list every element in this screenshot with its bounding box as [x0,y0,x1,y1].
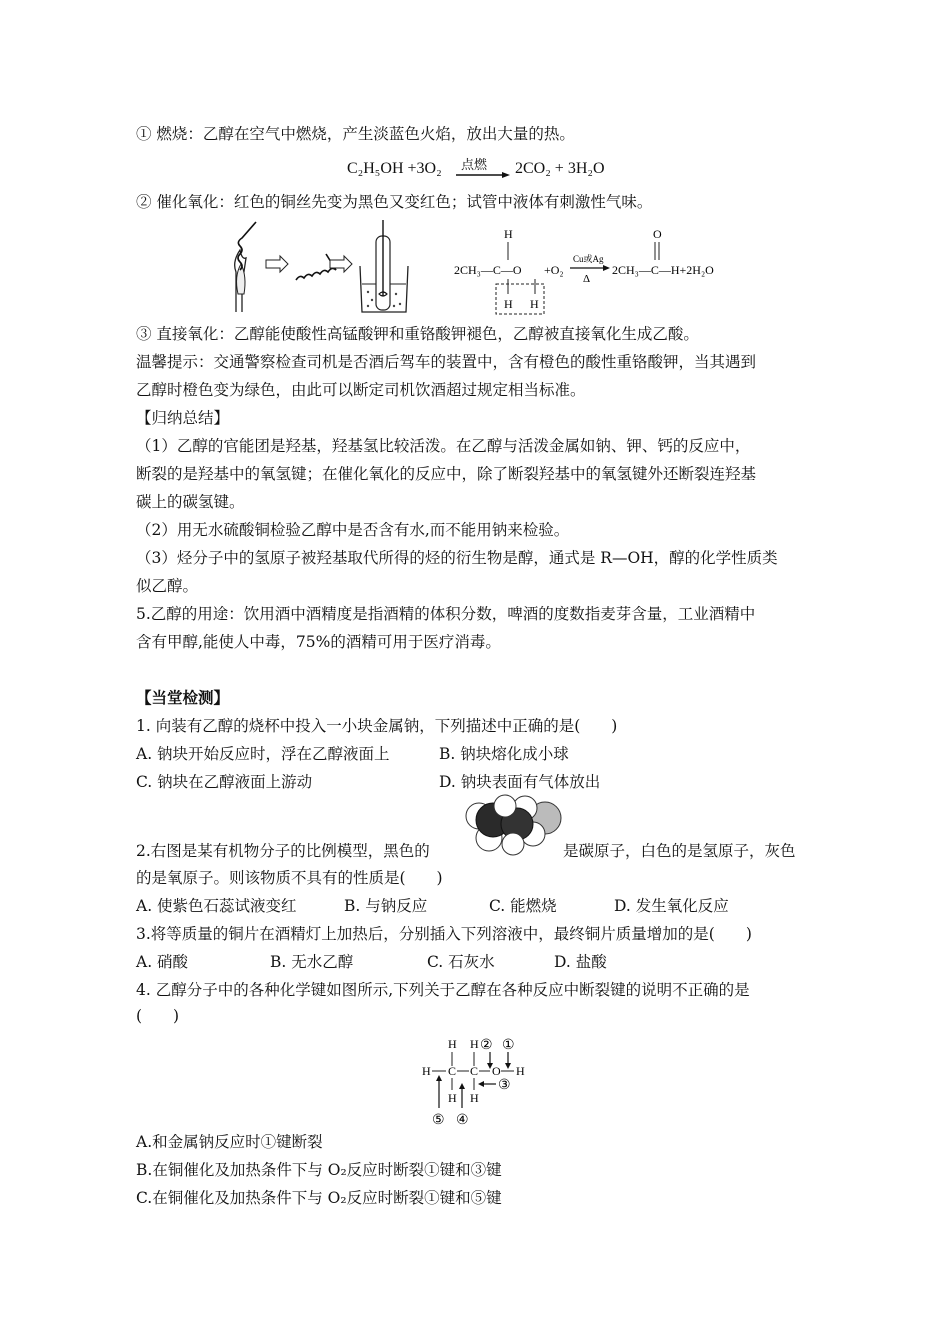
bond-o: O [492,1064,501,1078]
summary-heading: 【归纳总结】 [136,409,230,427]
uses-line-1: 5.乙醇的用途：饮用酒中酒精度是指酒精的体积分数，啤酒的度数指麦芽含量，工业酒精中 [136,605,756,623]
tip-line-1: 温馨提示：交通警察检查司机是否酒后驾车的装置中，含有橙色的酸性重铬酸钾，当其遇到 [136,353,757,371]
q4-option-c: C.在铜催化及加热条件下与 O₂反应时断裂①键和⑤键 [136,1189,502,1207]
eq2-h-bottom-left: H [504,297,513,311]
bond-label-1: ① [502,1038,515,1053]
bond-h-left: H [422,1064,431,1078]
q1-option-a: A. 钠块开始反应时，浮在乙醇液面上 [136,745,390,763]
tip-line-2: 乙醇时橙色变为绿色，由此可以断定司机饮酒超过规定相当标准。 [136,381,586,399]
eq2-condition-top: Cu或Ag [573,254,604,264]
eq2-product: 2CH₃—C—H+2H₂O [612,263,714,277]
bond-c-2: C [470,1064,479,1078]
summary-1-line-2: 断裂的是羟基中的氧氢键；在催化氧化的反应中，除了断裂羟基中的氧氢键外还断裂连羟基 [136,465,757,483]
copper-wire-apparatus-figure [222,214,410,320]
q2-option-c: C. 能燃烧 [489,897,557,915]
summary-1-line-1: （1）乙醇的官能团是羟基，羟基氢比较活泼。在乙醇与活泼金属如钠、钾、钙的反应中， [136,437,751,455]
bond-h-top-2: H [470,1037,479,1051]
summary-1-line-3: 碳上的碳氢键。 [136,493,245,511]
bond-h-right: H [516,1064,525,1078]
bond-label-5: ⑤ [432,1113,445,1128]
question-1: 1. 向装有乙醇的烧杯中投入一小块金属钠，下列描述中正确的是( ) [136,717,618,735]
combustion-condition: 点燃 [461,158,488,173]
q2-option-b: B. 与钠反应 [344,897,428,915]
question-2-line-1: 2.右图是某有机物分子的比例模型，黑色的 [136,842,430,860]
reaction-arrow-icon [456,170,510,180]
q4-option-a: A.和金属钠反应时①键断裂 [136,1133,323,1151]
q1-option-c: C. 钠块在乙醇液面上游动 [136,773,313,791]
question-3: 3.将等质量的铜片在酒精灯上加热后，分别插入下列溶液中，最终铜片质量增加的是( ) [136,925,752,943]
question-4-line-1: 4. 乙醇分子中的各种化学键如图所示,下列关于乙醇在各种反应中断裂键的说明不正确的是 [136,981,750,999]
bond-label-2: ② [480,1038,493,1053]
test-heading: 【当堂检测】 [136,688,230,707]
q3-option-b: B. 无水乙醇 [270,953,354,971]
q4-option-b: B.在铜催化及加热条件下与 O₂反应时断裂①键和③键 [136,1161,502,1179]
uses-line-2: 含有甲醇,能使人中毒，75%的酒精可用于医疗消毒。 [136,633,501,651]
combustion-equation-left: C₂H₅OH +3O₂ [347,160,442,177]
q3-option-d: D. 盐酸 [554,953,607,971]
bond-label-3: ③ [498,1078,511,1093]
bond-c-1: C [448,1064,457,1078]
eq2-o2: +O₂ [544,263,564,277]
eq2-h-bottom-right: H [530,297,539,311]
eq2-o-top: O [653,227,662,241]
question-2-line-2: 的是氧原子。则该物质不具有的性质是( ) [136,869,443,887]
q3-option-c: C. 石灰水 [427,953,495,971]
q1-option-d: D. 钠块表面有气体放出 [439,773,601,791]
summary-3-line-1: （3）烃分子中的氢原子被羟基取代所得的烃的衍生物是醇，通式是 R—OH，醇的化学性质类 [136,549,778,567]
direct-oxidation-text: ③ 直接氧化：乙醇能使酸性高锰酸钾和重铬酸钾褪色，乙醇被直接氧化生成乙酸。 [136,325,699,343]
catalytic-oxidation-equation [452,222,742,320]
eq2-reactant: 2CH₃—C—O [454,263,522,277]
summary-2: （2）用无水硫酸铜检验乙醇中是否含有水,而不能用钠来检验。 [136,521,570,539]
catalytic-oxidation-text: ② 催化氧化：红色的铜丝先变为黑色又变红色；试管中液体有刺激性气味。 [136,193,653,211]
question-2-line-1-tail: 是碳原子，白色的是氢原子，灰色 [563,842,796,860]
bond-label-4: ④ [456,1113,469,1128]
bond-h-top-1: H [448,1037,457,1051]
combustion-equation-right: 2CO₂ + 3H₂O [515,160,605,177]
eq2-condition-bottom: Δ [583,273,591,285]
q2-option-d: D. 发生氧化反应 [614,897,729,915]
ethanol-bond-diagram [420,1032,532,1130]
bond-h-bottom-2: H [470,1091,479,1105]
combustion-text: ① 燃烧：乙醇在空气中燃烧，产生淡蓝色火焰，放出大量的热。 [136,125,575,143]
question-4-line-2: ( ) [136,1007,180,1025]
q2-option-a: A. 使紫色石蕊试液变红 [136,897,297,915]
q1-option-b: B. 钠块熔化成小球 [439,745,569,763]
q3-option-a: A. 硝酸 [136,953,189,971]
eq2-h-top: H [504,227,513,241]
molecule-model-icon [455,794,567,858]
bond-h-bottom-1: H [448,1091,457,1105]
summary-3-line-2: 似乙醇。 [136,577,199,595]
